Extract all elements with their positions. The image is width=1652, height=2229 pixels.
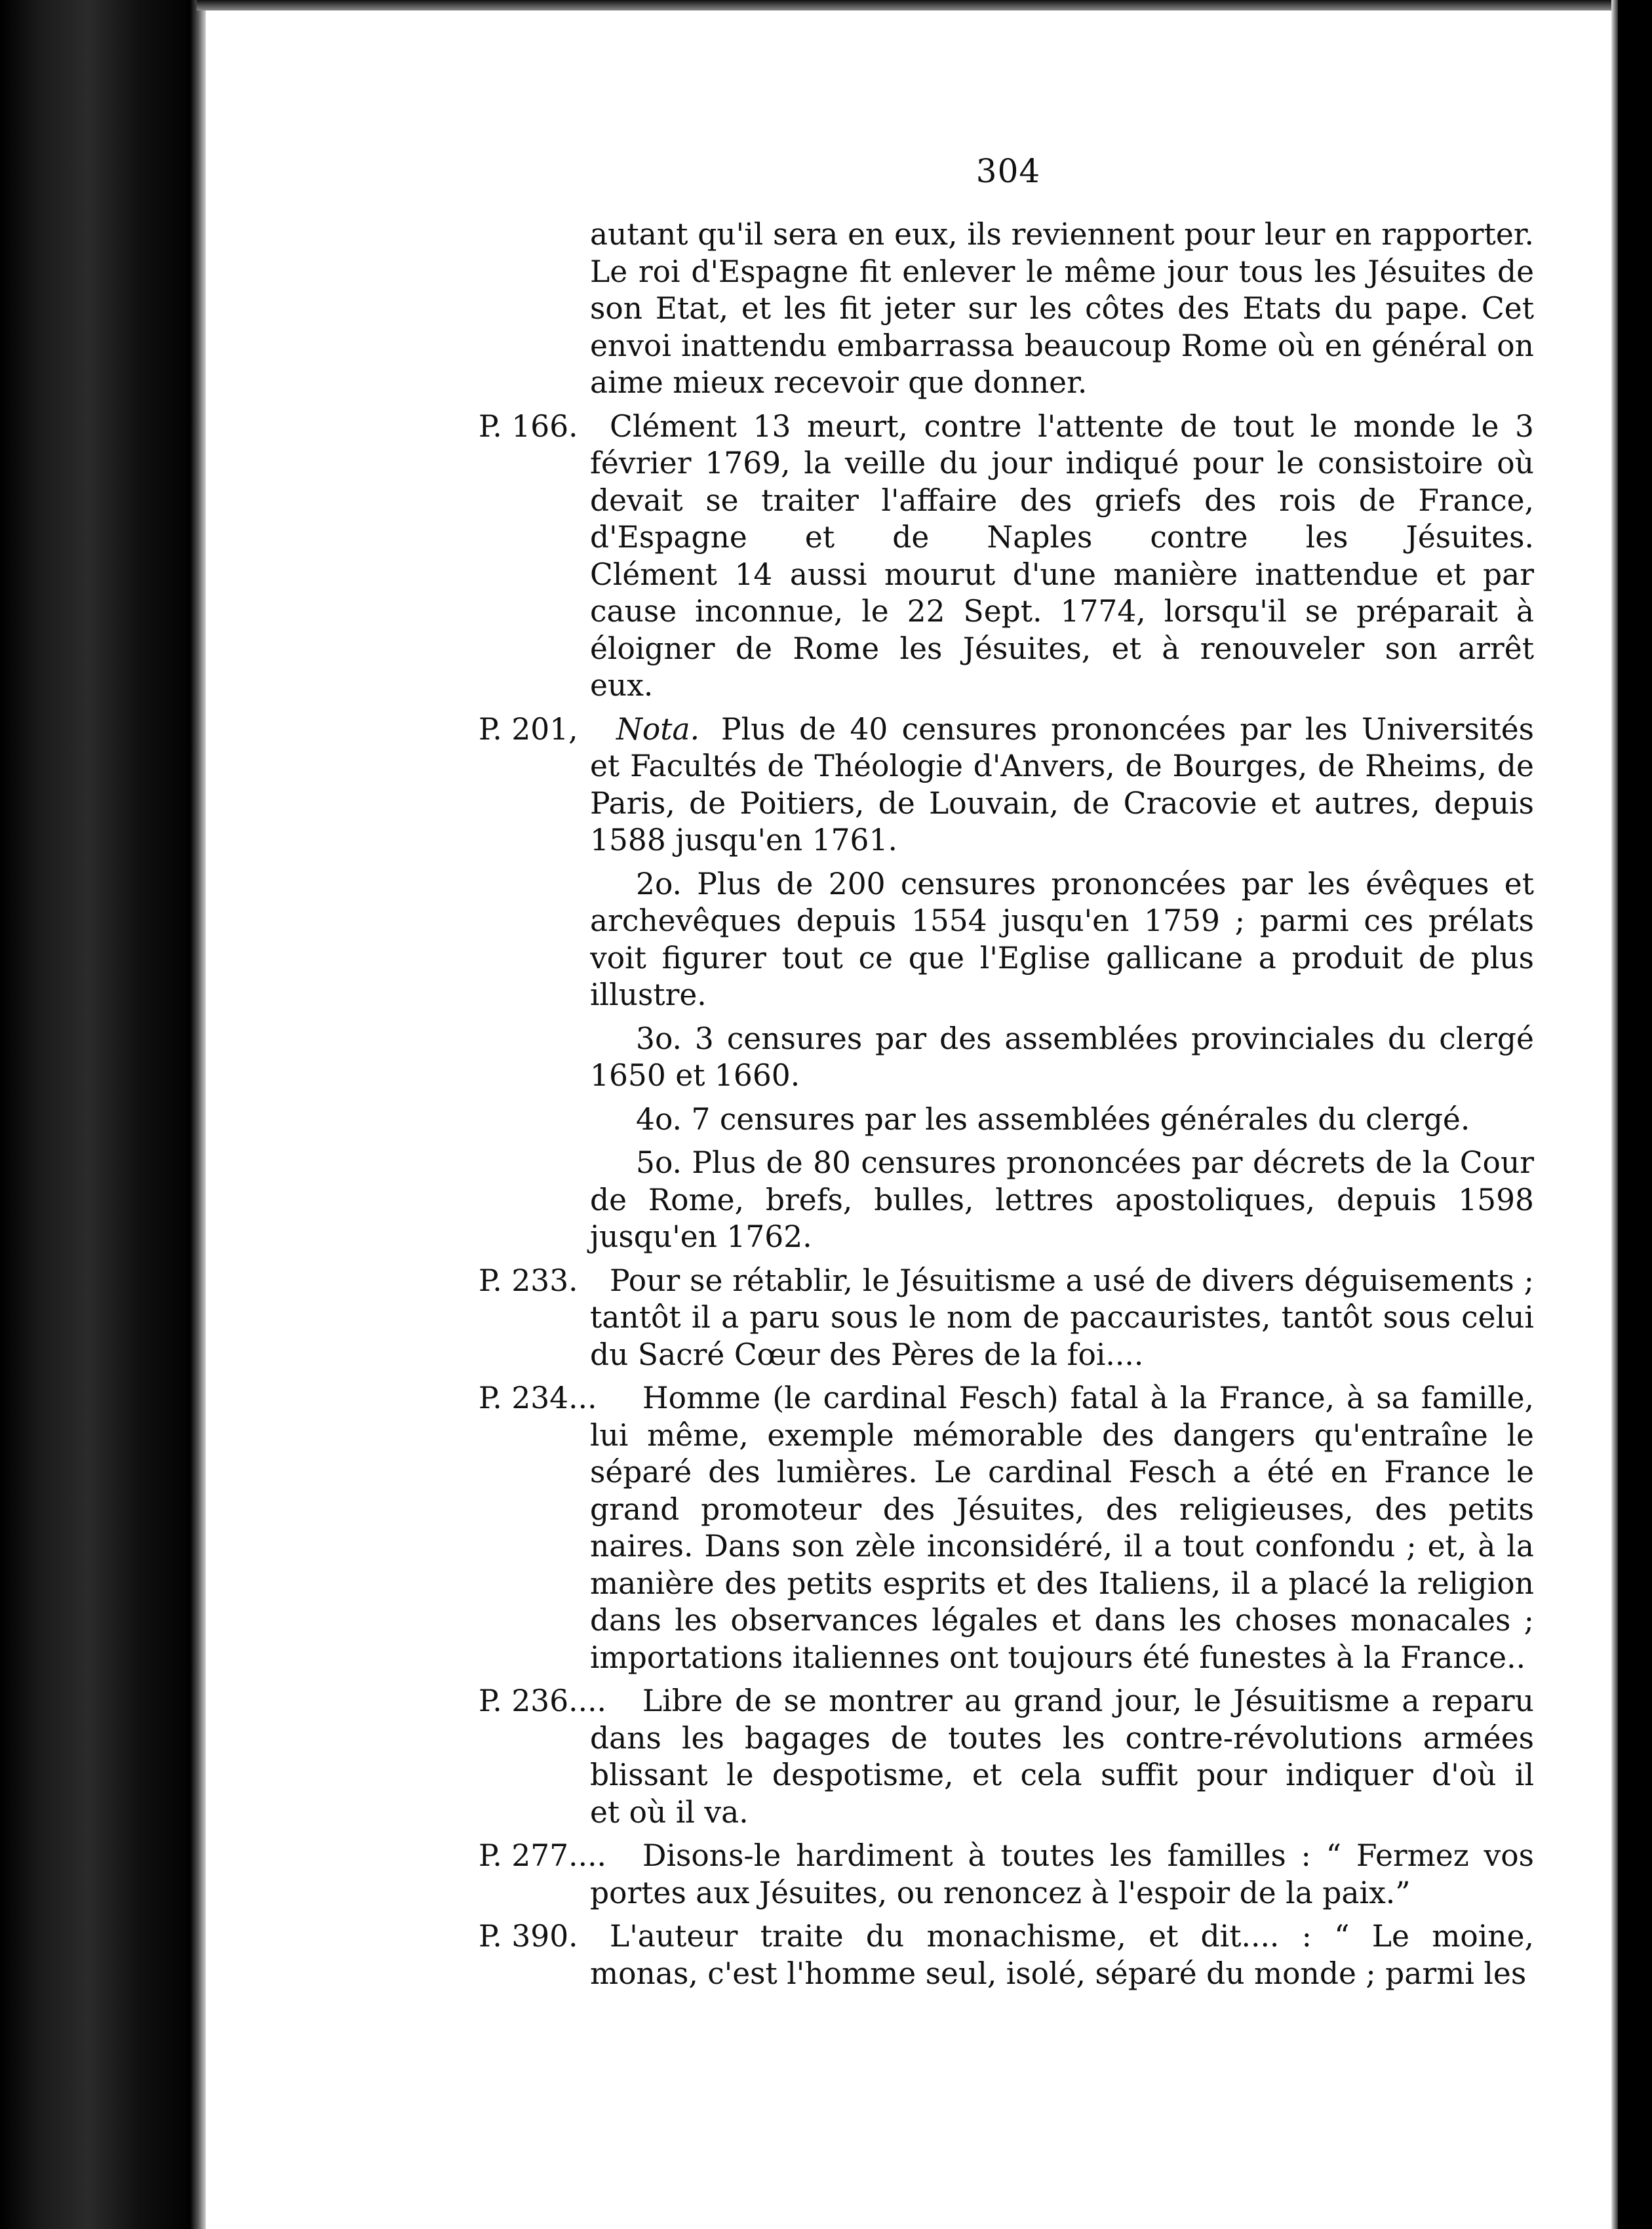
text-line: Clément 14 aussi mourut d'une manière inattendue et par bbox=[590, 557, 1534, 592]
page-reference: P. 234... bbox=[479, 1381, 597, 1415]
text-line: son Etat, et les fit jeter sur les côtes des Etats du pape. Cet bbox=[590, 291, 1534, 326]
text-line: dans les observances légales et dans les choses monacales ; bbox=[590, 1603, 1534, 1638]
text-line: Clément 13 meurt, contre l'attente de tout le monde le 3 bbox=[610, 408, 1534, 444]
text-line: dans les bagages de toutes les contre-révolutions armées bbox=[590, 1720, 1534, 1756]
text-line: et Facultés de Théologie d'Anvers, de Bourges, de Rheims, de bbox=[590, 749, 1534, 783]
text-line: 4o. 7 censures par les assemblées générales du clergé. bbox=[636, 1101, 1470, 1137]
text-line: et où il va. bbox=[590, 1794, 749, 1830]
text-line: eux. bbox=[590, 668, 654, 703]
text-line: jusqu'en 1762. bbox=[590, 1219, 812, 1254]
text-line: février 1769, la veille du jour indiqué pour le consistoire où bbox=[590, 446, 1534, 481]
scan-right-edge-shadow bbox=[1611, 0, 1618, 2229]
scan-top-edge bbox=[197, 0, 1618, 10]
scan-right-border bbox=[1618, 0, 1652, 2229]
page-reference: P. 166. bbox=[479, 408, 578, 444]
text-line: séparé des lumières. Le cardinal Fesch a été en France le bbox=[590, 1455, 1534, 1489]
page-reference: P. 233. bbox=[479, 1263, 578, 1298]
text-line: Homme (le cardinal Fesch) fatal à la France, à sa famille, bbox=[642, 1381, 1534, 1415]
text-line: L'auteur traite du monachisme, et dit.... : “ Le moine, bbox=[610, 1919, 1534, 1954]
text-line: d'Espagne et de Naples contre les Jésuites. bbox=[590, 520, 1534, 555]
page-number: 304 bbox=[975, 152, 1041, 190]
page-reference: P. 277.... bbox=[479, 1838, 607, 1873]
text-line: importations italiennes ont toujours été funestes à la France.. bbox=[590, 1640, 1526, 1675]
text-line: Plus de 40 censures prononcées par les Universités bbox=[721, 711, 1534, 747]
text-line: Paris, de Poitiers, de Louvain, de Cracovie et autres, depuis bbox=[590, 785, 1534, 821]
text-line: Disons-le hardiment à toutes les familles : “ Fermez vos bbox=[642, 1838, 1534, 1873]
text-line: archevêques depuis 1554 jusqu'en 1759 ; parmi ces prélats bbox=[590, 903, 1534, 938]
text-line: grand promoteur des Jésuites, des religieuses, des petits bbox=[590, 1491, 1534, 1527]
text-line: envoi inattendu embarrassa beaucoup Rome où en général on bbox=[590, 328, 1534, 363]
reference-note: Nota. bbox=[616, 711, 700, 747]
text-line: 1588 jusqu'en 1761. bbox=[590, 823, 897, 858]
page-gutter-edge bbox=[190, 0, 206, 2229]
text-line: illustre. bbox=[590, 977, 707, 1012]
text-line: 2o. Plus de 200 censures prononcées par les évêques et bbox=[636, 866, 1534, 901]
text-line: de Rome, brefs, bulles, lettres apostoliques, depuis 1598 bbox=[590, 1182, 1534, 1217]
text-line: 3o. 3 censures par des assemblées provinciales du clergé bbox=[636, 1021, 1534, 1056]
text-line: lui même, exemple mémorable des dangers qu'entraîne le bbox=[590, 1417, 1534, 1453]
text-line: du Sacré Cœur des Pères de la foi.... bbox=[590, 1337, 1144, 1372]
text-line: cause inconnue, le 22 Sept. 1774, lorsqu'il se préparait à bbox=[590, 594, 1534, 629]
page-reference: P. 201, bbox=[479, 711, 578, 747]
text-line: tantôt il a paru sous le nom de paccauristes, tantôt sous celui bbox=[590, 1300, 1534, 1335]
text-line: autant qu'il sera en eux, ils reviennent pour leur en rapporter. bbox=[590, 217, 1534, 252]
book-binding-shadow bbox=[0, 0, 197, 2229]
text-line: éloigner de Rome les Jésuites, et à renouveler son arrêt bbox=[590, 631, 1534, 666]
text-line: aime mieux recevoir que donner. bbox=[590, 365, 1088, 400]
text-line: portes aux Jésuites, ou renoncez à l'espoir de la paix.” bbox=[590, 1875, 1411, 1910]
text-line: voit figurer tout ce que l'Eglise gallicane a produit de plus bbox=[590, 940, 1534, 976]
text-line: naires. Dans son zèle inconsidéré, il a tout confondu ; et, à la bbox=[590, 1529, 1534, 1564]
text-line: Le roi d'Espagne fit enlever le même jour tous les Jésuites de bbox=[590, 254, 1534, 289]
text-line: 5o. Plus de 80 censures prononcées par décrets de la Cour bbox=[636, 1145, 1534, 1180]
text-line: manière des petits esprits et des Italiens, il a placé la religion bbox=[590, 1566, 1534, 1601]
text-line: devait se traiter l'affaire des griefs des rois de France, bbox=[590, 483, 1534, 518]
page-reference: P. 236.... bbox=[479, 1684, 607, 1718]
text-line: blissant le despotisme, et cela suffit pour indiquer d'où il bbox=[590, 1758, 1534, 1792]
text-line: 1650 et 1660. bbox=[590, 1058, 800, 1093]
page-reference: P. 390. bbox=[479, 1919, 578, 1954]
text-line: Libre de se montrer au grand jour, le Jésuitisme a reparu bbox=[642, 1684, 1534, 1718]
text-line: monas, c'est l'homme seul, isolé, séparé du monde ; parmi les bbox=[590, 1956, 1527, 1991]
text-line: Pour se rétablir, le Jésuitisme a usé de divers déguisements ; bbox=[610, 1263, 1534, 1298]
